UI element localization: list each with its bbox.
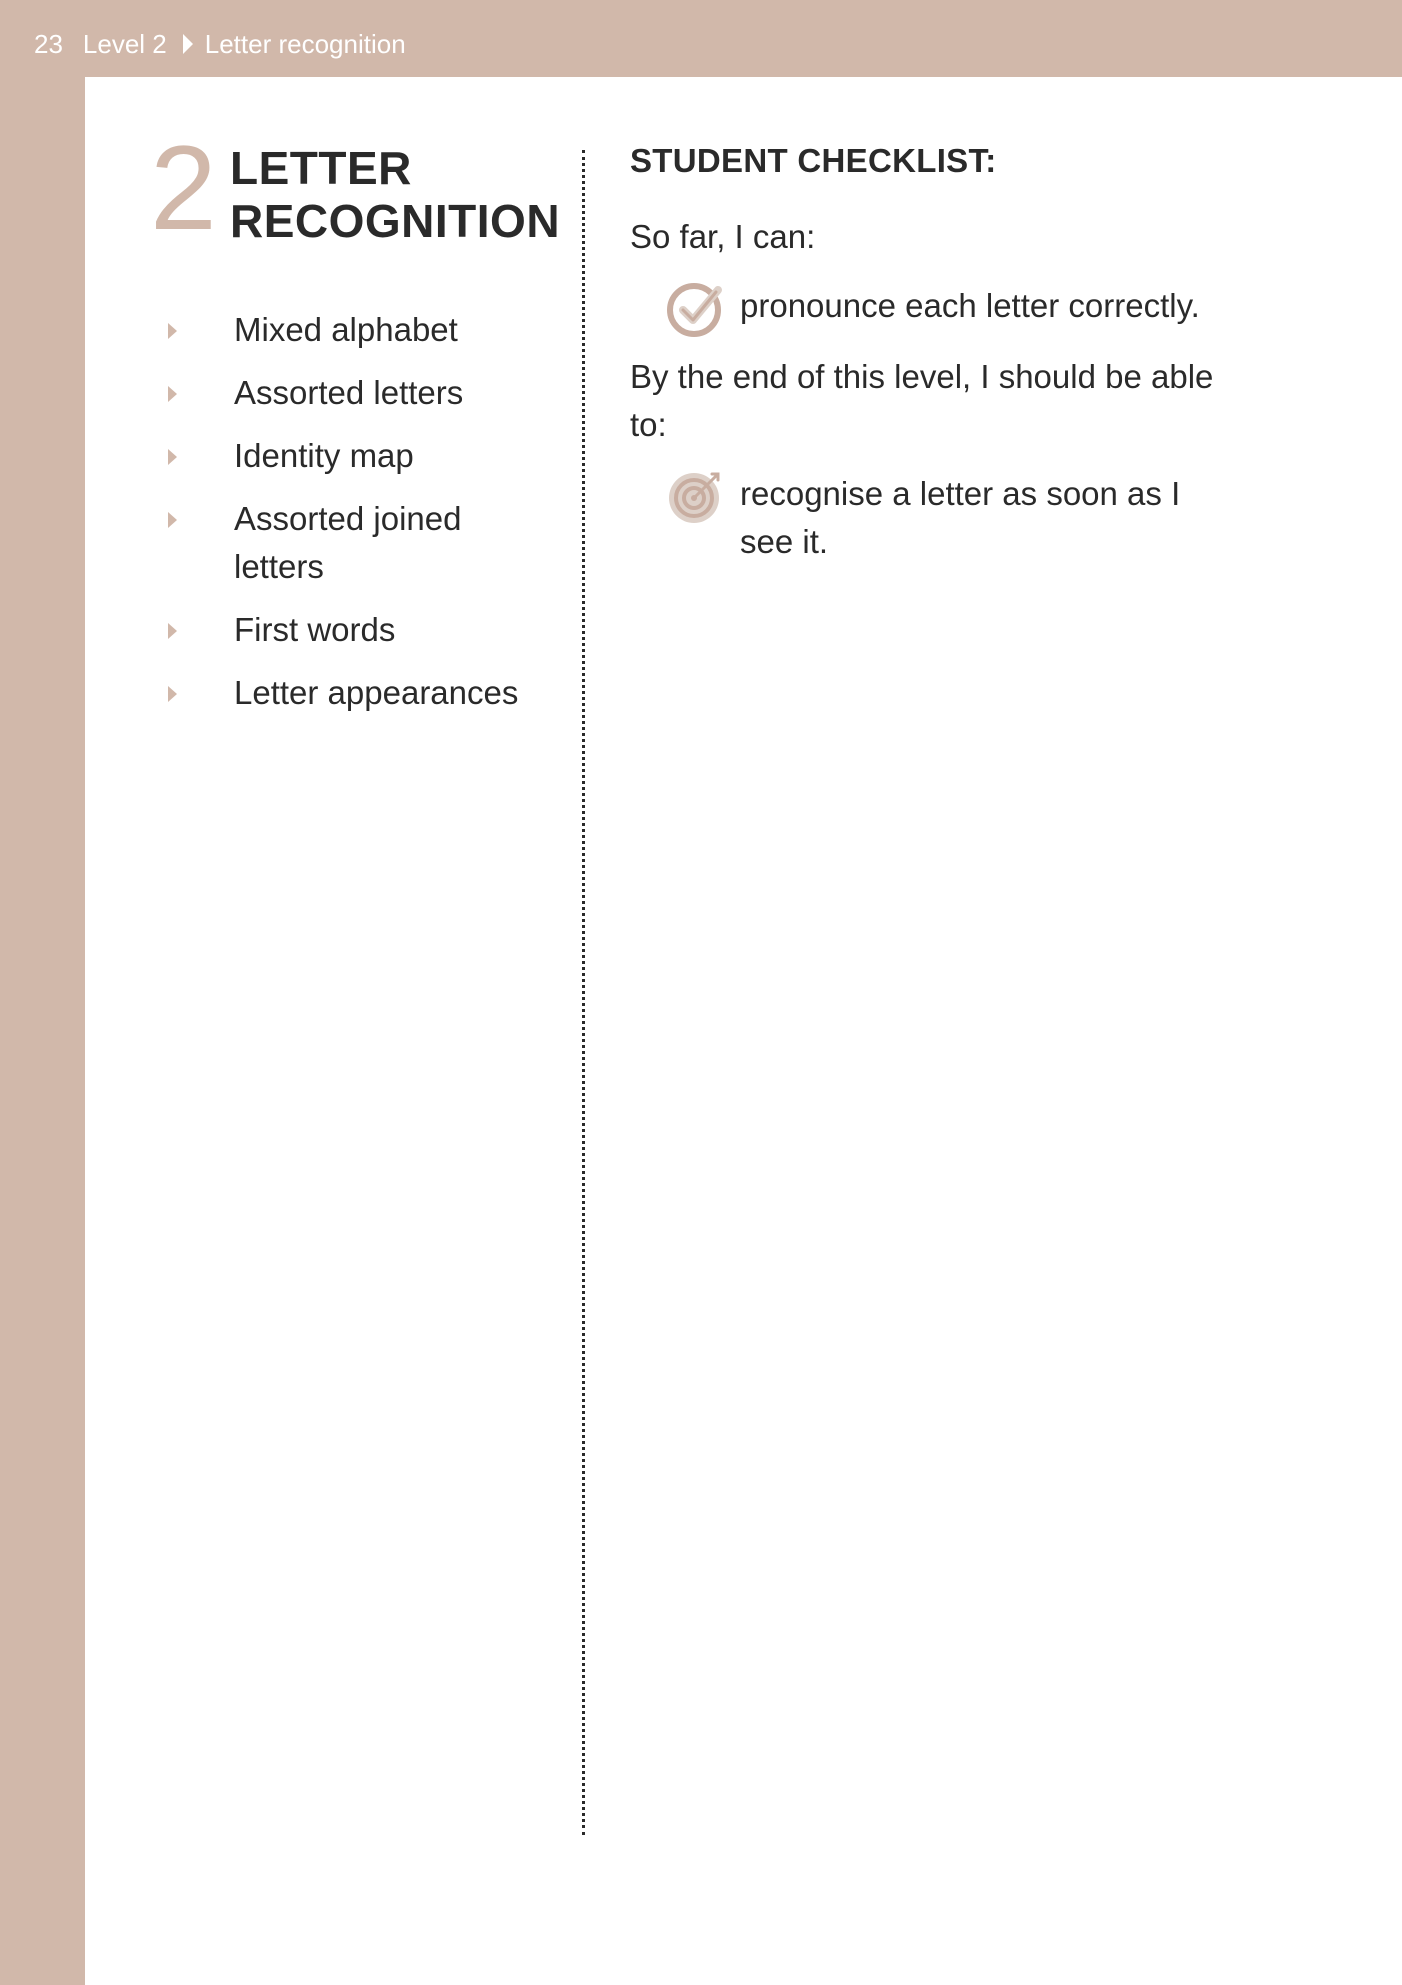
- goal-item: [666, 470, 1266, 566]
- topic-label: First words: [234, 611, 396, 648]
- breadcrumb-section: Letter recognition: [204, 28, 406, 59]
- goal-label: By the end of this level, I should be able to:: [630, 358, 1214, 443]
- triangle-bullet-icon: [168, 512, 177, 528]
- triangle-bullet-icon: [168, 623, 177, 639]
- topic-label: Mixed alphabet: [234, 311, 458, 348]
- topic-item: [164, 432, 564, 480]
- triangle-bullet-icon: [168, 686, 177, 702]
- topic-label: Identity map: [234, 437, 414, 474]
- topic-item: [164, 369, 564, 417]
- topic-label: Letter appearances: [234, 674, 519, 711]
- goal-text: recognise a letter as soon as I see it.: [740, 475, 1181, 560]
- target-icon: [666, 466, 728, 528]
- topic-label: Assorted joined letters: [234, 500, 462, 585]
- triangle-bullet-icon: [168, 323, 177, 339]
- breadcrumb-level: Level 2: [82, 28, 167, 59]
- chapter-title-line-1: LETTER: [230, 142, 412, 194]
- topic-item: [164, 495, 494, 591]
- so-far-label: So far, I can:: [630, 218, 816, 255]
- triangle-bullet-icon: [168, 386, 177, 402]
- topic-item: [164, 669, 564, 717]
- topic-item: [164, 606, 564, 654]
- chapter-title: [230, 142, 570, 248]
- breadcrumb-arrow-icon: [183, 34, 193, 54]
- checklist-heading: STUDENT CHECKLIST:: [630, 142, 997, 179]
- topic-item: [164, 306, 564, 354]
- achieved-text: pronounce each letter correctly.: [740, 287, 1200, 324]
- chapter-number: 2: [150, 121, 217, 255]
- triangle-bullet-icon: [168, 449, 177, 465]
- running-head: [34, 24, 406, 64]
- page-number: 23: [34, 28, 63, 59]
- topic-list: [164, 306, 564, 732]
- check-circle-icon: [666, 278, 728, 340]
- column-divider: [582, 150, 585, 1835]
- chapter-title-line-2: RECOGNITION: [230, 195, 561, 247]
- topic-label: Assorted letters: [234, 374, 464, 411]
- side-margin-bar: [0, 77, 85, 1985]
- achieved-item: [666, 282, 1266, 340]
